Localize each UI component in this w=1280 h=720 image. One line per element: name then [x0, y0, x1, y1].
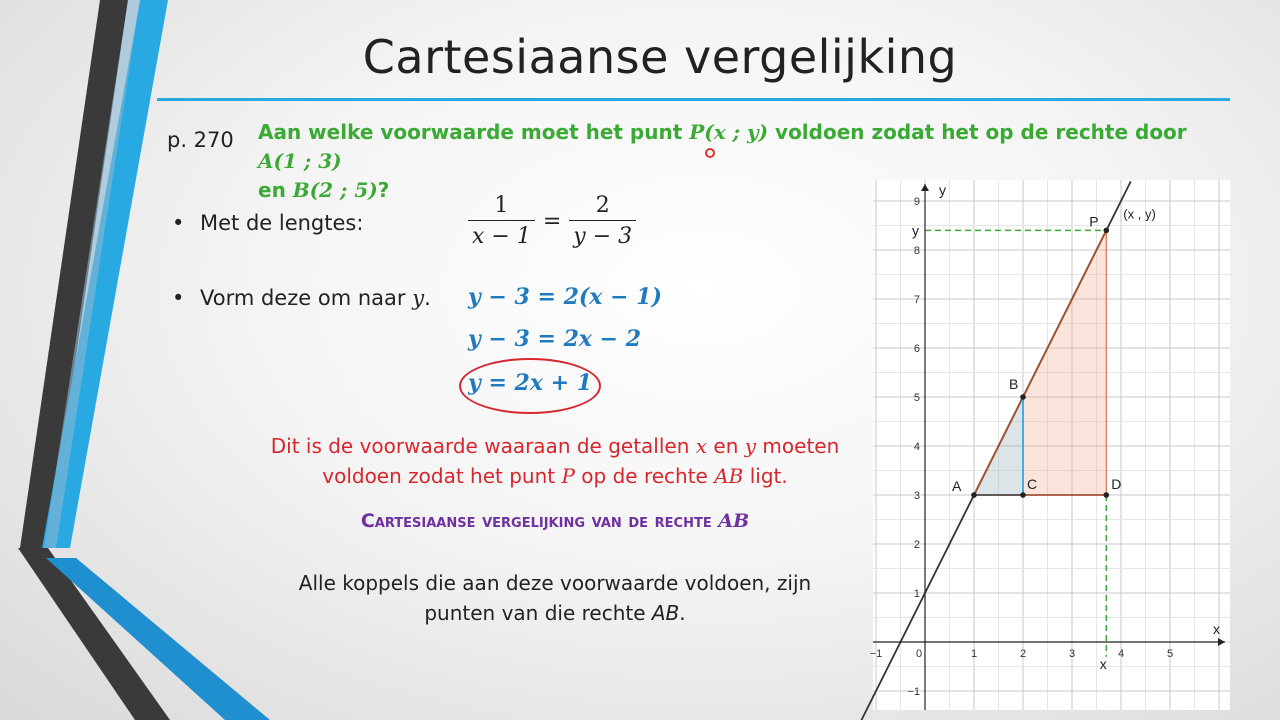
- label-d: D: [1111, 476, 1122, 492]
- y-tick-label: 1: [913, 588, 920, 600]
- highlight-ellipse: [459, 358, 601, 414]
- point-d: [1104, 492, 1110, 498]
- point-b-notation: B(2 ; 5): [292, 178, 378, 202]
- conclusion-line: punten van die rechte: [424, 601, 652, 625]
- fraction-numerator: 2: [595, 193, 610, 218]
- fraction-right: [567, 193, 638, 249]
- decorative-side-bars: [0, 0, 280, 720]
- note-part: voldoen zodat het punt: [322, 464, 562, 488]
- bullet-dot-icon: •: [172, 286, 185, 310]
- bullet-label: Met de lengtes:: [200, 211, 364, 235]
- label-b: B: [1009, 376, 1019, 392]
- y-axis-label: y: [939, 182, 946, 198]
- x-tick-label: 0: [915, 648, 923, 660]
- variable-p: P: [561, 464, 575, 488]
- heading-variable: AB: [718, 510, 750, 532]
- y-tick-label: 7: [913, 294, 920, 306]
- fraction-numerator: 1: [494, 193, 509, 218]
- page-reference: p. 270: [167, 128, 234, 152]
- y-tick-label: 6: [913, 343, 920, 355]
- y-tick-label: 8: [913, 245, 920, 257]
- point-a-notation: A(1 ; 3): [258, 149, 342, 173]
- x-tick-label: 2: [1019, 648, 1027, 660]
- point-c: [1020, 492, 1026, 498]
- variable-y: y: [412, 286, 425, 310]
- note-part: Dit is de voorwaarde waaraan de getallen: [270, 434, 696, 458]
- x-axis-label: x: [1213, 621, 1220, 637]
- variable-ab: AB: [651, 601, 680, 625]
- bullet-dot-icon: •: [172, 211, 185, 235]
- bullet-period: .: [424, 286, 431, 310]
- fraction-denominator: x − 1: [468, 220, 535, 249]
- equation-step-1: y − 3 = 2(x − 1): [468, 284, 662, 310]
- variable-y: y: [744, 434, 757, 458]
- conclusion-period: .: [679, 601, 686, 625]
- bullet-lengths: [172, 211, 363, 235]
- note-part: moeten: [756, 434, 840, 458]
- note-part: op de rechte: [574, 464, 715, 488]
- conclusion-text: [250, 568, 860, 628]
- point-b: [1020, 394, 1026, 400]
- x-tick-label: 3: [1068, 648, 1076, 660]
- label-p-coordinates: (x , y): [1123, 206, 1156, 222]
- question-part: en: [258, 178, 293, 202]
- bullet-rewrite: [172, 286, 431, 310]
- y-tick-label: 9: [913, 196, 920, 208]
- heading-text: Cartesiaanse vergelijking van de rechte: [360, 510, 719, 532]
- x-tick-label: −1: [869, 648, 883, 660]
- variable-ab: AB: [714, 464, 744, 488]
- pointer-cursor-icon: [705, 148, 715, 158]
- question-part: Aan welke voorwaarde moet het punt: [258, 120, 690, 144]
- fraction-denominator: y − 3: [569, 220, 636, 249]
- title-underline: [157, 98, 1230, 101]
- y-tick-label: 2: [913, 539, 920, 551]
- question-mark: ?: [377, 178, 390, 202]
- x-tick-label: 5: [1166, 648, 1174, 660]
- point-a: [971, 492, 977, 498]
- y-tick-label: 3: [913, 490, 920, 502]
- note-part: ligt.: [743, 464, 788, 488]
- condition-note: [250, 431, 860, 491]
- point-p: [1104, 228, 1110, 234]
- equals-sign: =: [542, 208, 562, 234]
- y-tick-label: 5: [913, 392, 920, 404]
- section-heading: [250, 510, 860, 532]
- coordinate-graph: [869, 180, 1230, 710]
- point-p-notation: P(x ; y): [689, 120, 769, 144]
- label-p: P: [1089, 213, 1099, 230]
- proportion-equation: [466, 193, 638, 249]
- variable-x: x: [695, 434, 708, 458]
- y-tick-label: 4: [913, 441, 920, 453]
- label-c: C: [1027, 476, 1038, 492]
- label-a: A: [952, 478, 962, 494]
- bullet-label: Vorm deze om naar: [200, 286, 413, 310]
- equation-step-2: y − 3 = 2x − 2: [468, 326, 642, 352]
- conclusion-line: Alle koppels die aan deze voorwaarde voldoen, zijn: [298, 571, 812, 595]
- x-tick-label: 1: [970, 648, 978, 660]
- question-part: voldoen zodat het op de rechte door: [768, 120, 1187, 144]
- fraction-left: [466, 193, 537, 249]
- slide-title: Cartesiaanse vergelijking: [362, 30, 958, 84]
- guide-label-y: y: [912, 222, 919, 239]
- x-tick-label: 4: [1117, 648, 1125, 660]
- note-part: en: [707, 434, 745, 458]
- guide-label-x: x: [1099, 656, 1107, 672]
- y-tick-label: −1: [907, 686, 920, 698]
- equation-result: y = 2x + 1: [468, 370, 593, 396]
